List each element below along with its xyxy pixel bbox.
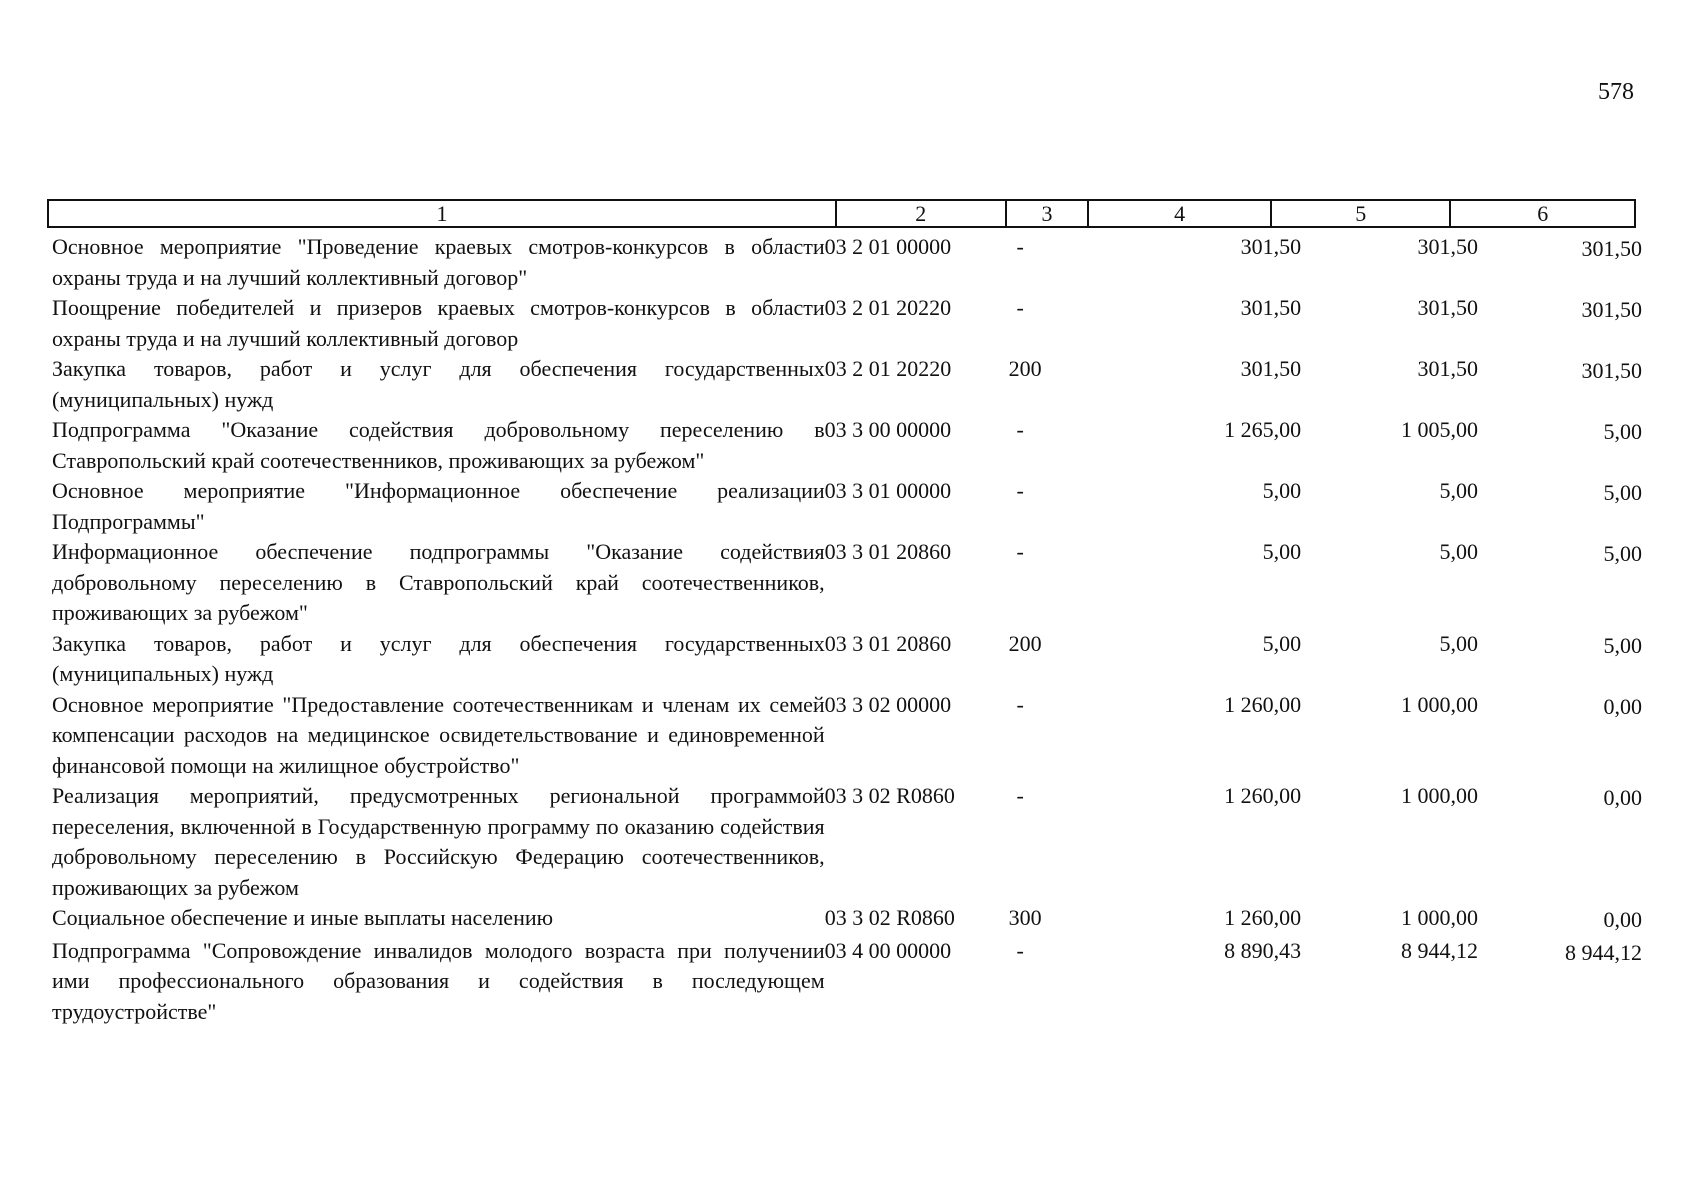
row-type: - xyxy=(1016,783,1024,808)
row-name: Подпрограмма "Сопровождение инвалидов молодого возраста при получении ими профессионального образования и содействия в последующем трудоустройстве" xyxy=(52,937,825,1024)
row-value-4: 5,00 xyxy=(1262,478,1302,503)
row-name: Основное мероприятие "Информационное обеспечение реализации Подпрограммы" xyxy=(52,478,825,534)
row-type: - xyxy=(1016,937,1024,963)
row-type: - xyxy=(1016,478,1024,503)
row-value-6: 0,00 xyxy=(1603,907,1642,932)
table-row xyxy=(52,293,1642,354)
row-type: 300 xyxy=(1008,905,1042,930)
table-row xyxy=(52,629,1642,690)
row-value-4: 301,50 xyxy=(1240,295,1302,320)
row-value-6: 0,00 xyxy=(1603,693,1642,719)
row-name: Реализация мероприятий, предусмотренных региональной программой переселения, включенной в Государственную программу по оказанию содействия добровольному переселению в Российскую Федерацию соотечественников, проживающих за рубежом xyxy=(52,783,825,900)
row-value-6: 5,00 xyxy=(1603,541,1642,566)
table-row xyxy=(52,903,1642,936)
row-code: 03 2 01 20220 xyxy=(824,295,952,320)
column-header-2: 2 xyxy=(837,201,1007,226)
row-type: 200 xyxy=(1008,356,1042,381)
table-row xyxy=(52,537,1642,629)
row-name: Основное мероприятие "Предоставление соотечественникам и членам их семей компенсации расходов на медицинское освидетельствование и единовременной финансовой помощи на жилищное обустройство" xyxy=(52,691,825,778)
row-code: 03 3 02 R0860 xyxy=(824,905,955,930)
row-value-6: 0,00 xyxy=(1603,785,1642,810)
row-value-5: 1 005,00 xyxy=(1400,417,1478,442)
row-value-5: 1 000,00 xyxy=(1400,905,1478,930)
row-type: - xyxy=(1016,234,1024,259)
row-value-5: 301,50 xyxy=(1417,356,1478,381)
row-name: Закупка товаров, работ и услуг для обеспечения государственных (муниципальных) нужд xyxy=(52,356,825,412)
row-value-4: 1 260,00 xyxy=(1224,905,1302,930)
row-type: - xyxy=(1016,295,1024,320)
row-value-4: 301,50 xyxy=(1240,234,1302,259)
row-name: Информационное обеспечение подпрограммы "Оказание содействия добровольному переселению в Ставропольский край соотечественников, проживающих за рубежом" xyxy=(52,539,825,625)
row-value-6: 5,00 xyxy=(1603,480,1642,505)
table-body xyxy=(52,232,1642,1027)
row-value-5: 301,50 xyxy=(1417,234,1478,259)
row-code: 03 3 02 R0860 xyxy=(824,783,955,808)
table-row xyxy=(52,232,1642,293)
table-row xyxy=(52,415,1642,476)
row-name: Основное мероприятие "Проведение краевых смотров-конкурсов в области охраны труда и на лучший коллективный договор" xyxy=(52,234,825,290)
table-row xyxy=(52,690,1642,782)
row-code: 03 3 00 00000 xyxy=(824,417,952,442)
row-value-6: 5,00 xyxy=(1603,632,1642,658)
table-row xyxy=(52,936,1642,1028)
row-value-4: 5,00 xyxy=(1262,539,1302,564)
row-value-5: 301,50 xyxy=(1417,295,1478,320)
row-value-6: 5,00 xyxy=(1603,419,1642,444)
row-value-5: 1 000,00 xyxy=(1400,691,1478,717)
row-value-6: 301,50 xyxy=(1581,297,1642,322)
row-code: 03 4 00 00000 xyxy=(824,937,952,963)
row-code: 03 3 01 20860 xyxy=(824,630,952,656)
row-value-6: 301,50 xyxy=(1581,236,1642,261)
row-code: 03 2 01 20220 xyxy=(824,356,952,381)
row-name: Подпрограмма "Оказание содействия добровольному переселению в Ставропольский край соотечественников, проживающих за рубежом" xyxy=(52,417,825,473)
row-value-6: 8 944,12 xyxy=(1564,939,1642,965)
row-value-4: 5,00 xyxy=(1262,630,1302,656)
row-type: - xyxy=(1016,691,1024,717)
row-value-5: 5,00 xyxy=(1439,478,1478,503)
column-header-3: 3 xyxy=(1007,201,1090,226)
row-value-5: 1 000,00 xyxy=(1400,783,1478,808)
row-value-5: 5,00 xyxy=(1439,630,1478,656)
row-type: - xyxy=(1016,417,1024,442)
row-code: 03 3 01 20860 xyxy=(824,539,952,564)
row-value-4: 1 260,00 xyxy=(1224,691,1302,717)
row-name: Поощрение победителей и призеров краевых смотров-конкурсов в области охраны труда и на лучший коллективный договор xyxy=(52,295,825,351)
column-header-6: 6 xyxy=(1537,201,1549,226)
row-name: Социальное обеспечение и иные выплаты населению xyxy=(52,905,554,930)
row-value-5: 8 944,12 xyxy=(1400,937,1478,963)
table-row xyxy=(52,781,1642,903)
column-header-5: 5 xyxy=(1272,201,1452,226)
page-number: 578 xyxy=(1598,79,1634,105)
table-row xyxy=(52,354,1642,415)
row-type: - xyxy=(1016,539,1024,564)
column-header-4: 4 xyxy=(1089,201,1272,226)
row-value-6: 301,50 xyxy=(1581,358,1642,383)
row-type: 200 xyxy=(1008,630,1042,656)
row-code: 03 2 01 00000 xyxy=(824,234,952,259)
row-value-4: 301,50 xyxy=(1240,356,1302,381)
row-code: 03 3 01 00000 xyxy=(824,478,952,503)
row-value-4: 8 890,43 xyxy=(1224,937,1302,963)
table-row xyxy=(52,476,1642,537)
row-value-5: 5,00 xyxy=(1439,539,1478,564)
row-value-4: 1 265,00 xyxy=(1224,417,1302,442)
column-header-1: 1 xyxy=(49,201,837,226)
row-value-4: 1 260,00 xyxy=(1224,783,1302,808)
row-name: Закупка товаров, работ и услуг для обеспечения государственных (муниципальных) нужд xyxy=(52,630,825,686)
row-code: 03 3 02 00000 xyxy=(824,691,952,717)
table-header xyxy=(47,199,1636,228)
